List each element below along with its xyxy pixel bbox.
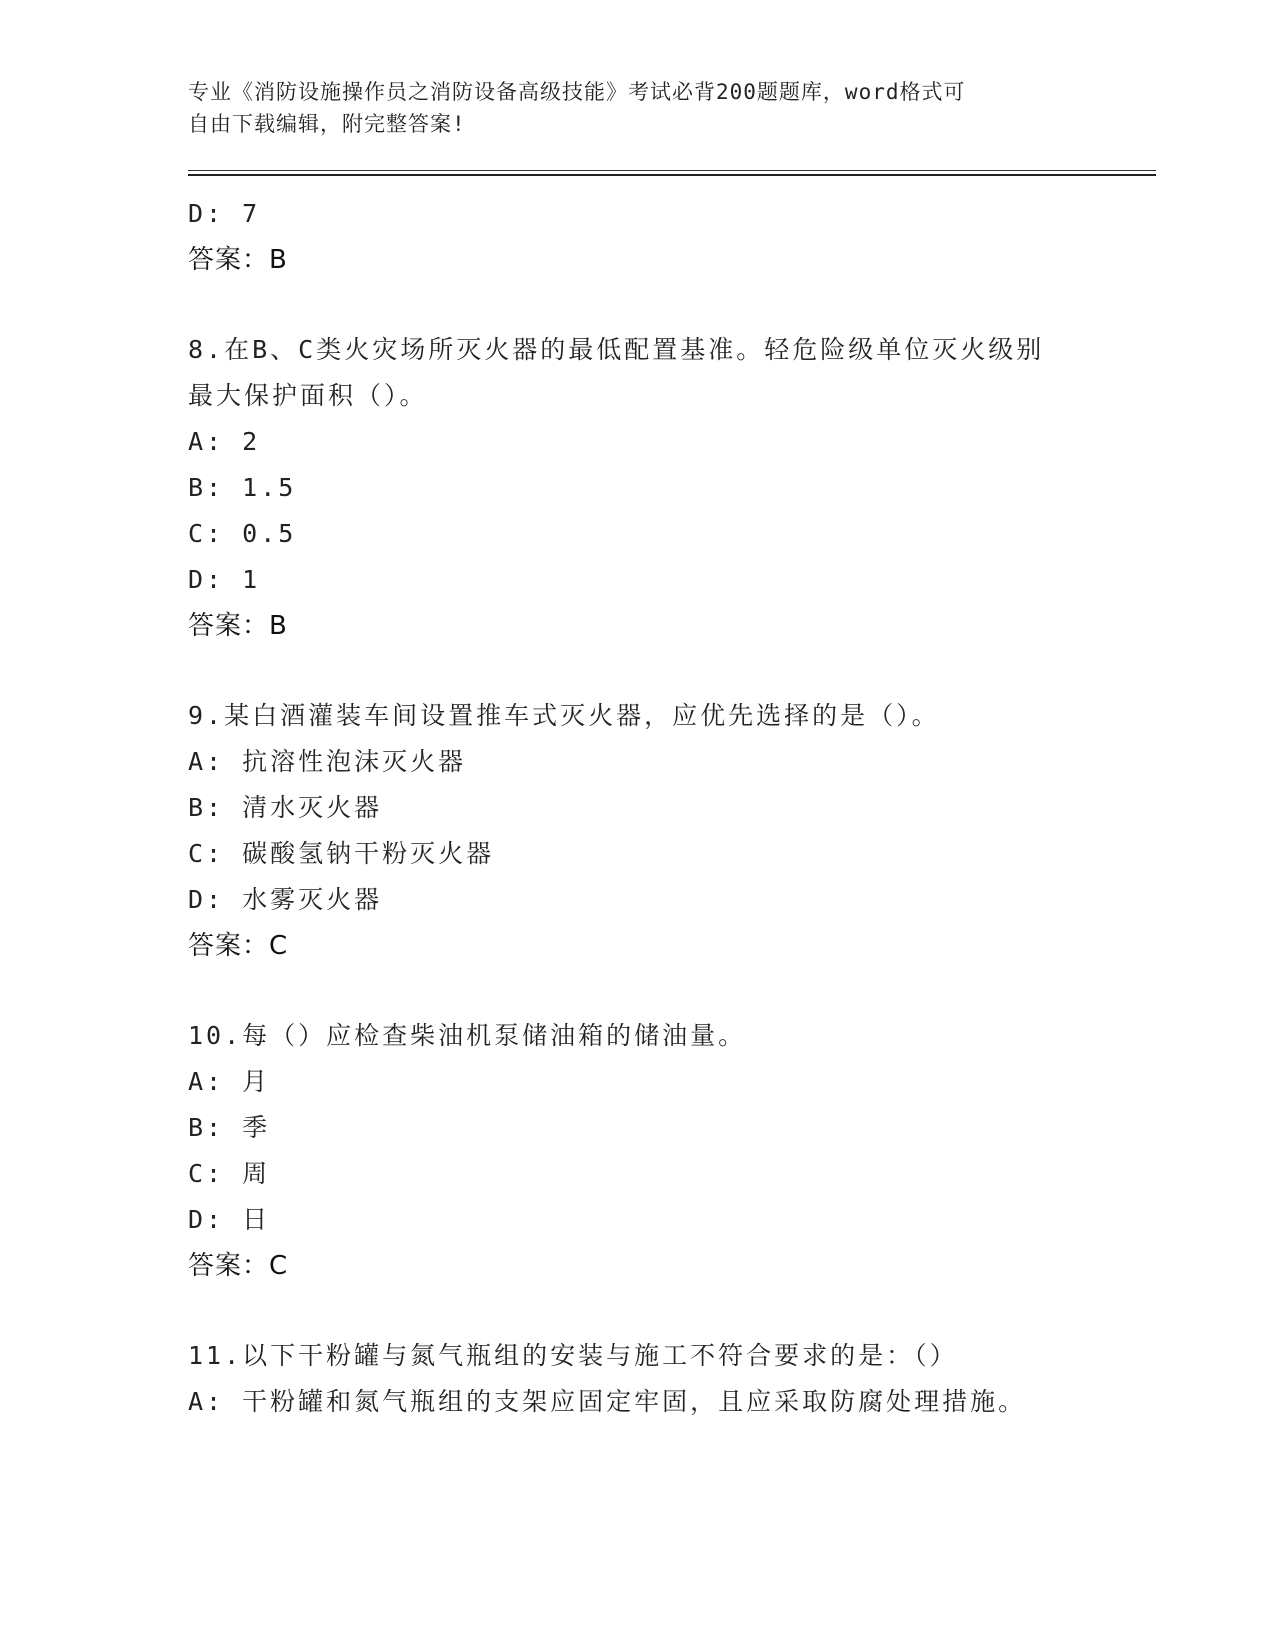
option-a: A: 2 — [188, 427, 261, 456]
question-text: 8.在B、C类火灾场所灭火器的最低配置基准。轻危险级单位灭火级别 — [188, 335, 1045, 364]
question-text-continued: 最大保护面积（）。 — [188, 381, 428, 410]
question-10 — [188, 1013, 1088, 1289]
option-a: A: 月 — [188, 1067, 271, 1096]
document-header — [188, 76, 1068, 140]
header-line-1: 专业《消防设施操作员之消防设备高级技能》考试必背200题题库，word格式可 — [188, 80, 966, 104]
question-8 — [188, 327, 1088, 649]
option-d: D: 7 — [188, 199, 261, 228]
question-text: 11.以下干粉罐与氮气瓶组的安装与施工不符合要求的是：（） — [188, 1341, 958, 1370]
option-a: A: 抗溶性泡沫灭火器 — [188, 747, 467, 776]
question-gap — [188, 969, 1088, 1013]
option-c: C: 碳酸氢钠干粉灭火器 — [188, 839, 495, 868]
answer-line: 答案：C — [188, 1251, 289, 1281]
question-list — [188, 191, 1088, 1425]
option-a: A: 干粉罐和氮气瓶组的支架应固定牢固，且应采取防腐处理措施。 — [188, 1387, 1027, 1416]
question-gap — [188, 649, 1088, 693]
option-d: D: 日 — [188, 1205, 271, 1234]
question-gap — [188, 283, 1088, 327]
header-divider-thin — [188, 170, 1156, 171]
question-9 — [188, 693, 1088, 969]
option-b: B: 季 — [188, 1113, 271, 1142]
answer-line: 答案：B — [188, 611, 288, 641]
question-text: 9.某白酒灌装车间设置推车式灭火器，应优先选择的是（）。 — [188, 701, 940, 730]
question-gap — [188, 1289, 1088, 1333]
option-b: B: 1.5 — [188, 473, 297, 502]
option-c: C: 周 — [188, 1159, 271, 1188]
header-divider-thick — [188, 174, 1156, 176]
partial-question — [188, 191, 1088, 283]
option-d: D: 水雾灭火器 — [188, 885, 383, 914]
question-text: 10.每（）应检查柴油机泵储油箱的储油量。 — [188, 1021, 747, 1050]
option-b: B: 清水灭火器 — [188, 793, 383, 822]
option-d: D: 1 — [188, 565, 261, 594]
header-line-2: 自由下载编辑，附完整答案! — [188, 112, 466, 136]
answer-line: 答案：B — [188, 245, 288, 275]
question-11 — [188, 1333, 1088, 1425]
answer-line: 答案：C — [188, 931, 289, 961]
option-c: C: 0.5 — [188, 519, 297, 548]
